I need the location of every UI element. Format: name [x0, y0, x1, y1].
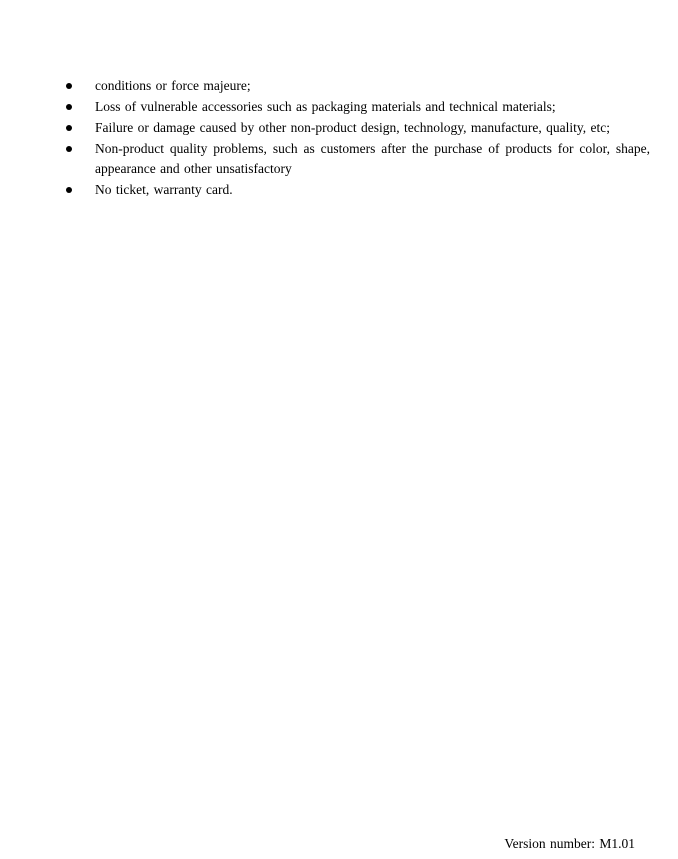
exclusions-list — [0, 76, 678, 201]
list-item — [0, 76, 678, 96]
bullet-icon — [66, 83, 72, 89]
version-number: Version number: M1.01 — [504, 836, 635, 851]
list-item — [0, 118, 678, 138]
list-item-text: Non-product quality problems, such as customers after the purchase of products for color, shape, appearance and other unsatisfactory — [95, 141, 650, 176]
bullet-icon — [66, 146, 72, 152]
list-item-text: Loss of vulnerable accessories such as packaging materials and technical materials; — [95, 99, 556, 114]
bullet-icon — [66, 125, 72, 131]
list-item-text: Failure or damage caused by other non-product design, technology, manufacture, quality, etc; — [95, 120, 610, 135]
list-item-text: conditions or force majeure; — [95, 78, 251, 93]
list-item — [0, 139, 678, 179]
bullet-icon — [66, 187, 72, 193]
list-item — [0, 97, 678, 117]
list-item — [0, 180, 678, 200]
bullet-icon — [66, 104, 72, 110]
list-item-text: No ticket, warranty card. — [95, 182, 233, 197]
